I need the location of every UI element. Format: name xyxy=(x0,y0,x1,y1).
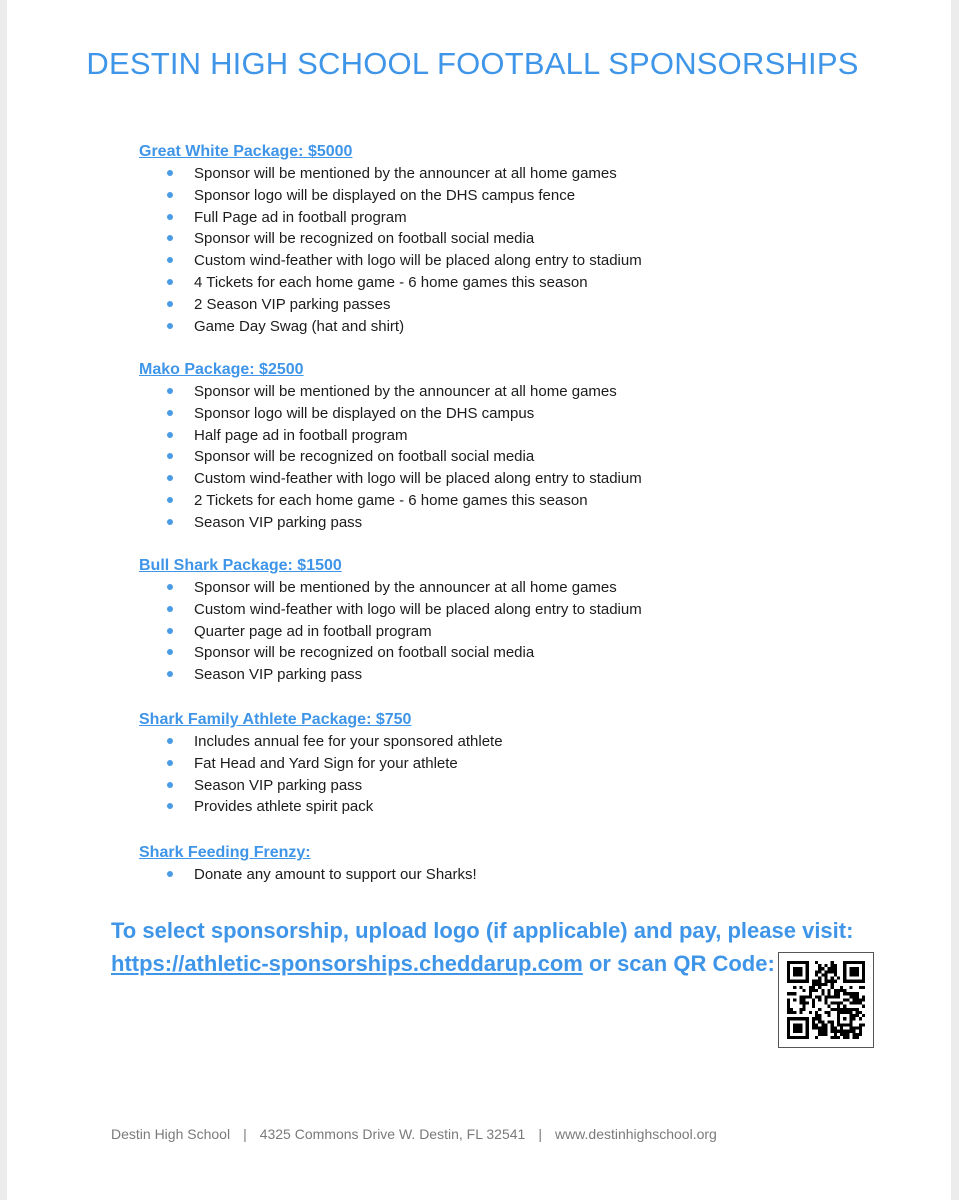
bullet-icon xyxy=(167,519,173,525)
package-shark-feeding-frenzy xyxy=(139,843,477,886)
bullet-icon xyxy=(167,584,173,590)
bullet-icon xyxy=(167,671,173,677)
package-heading: Mako Package: $2500 xyxy=(139,361,304,378)
list-item: Season VIP parking pass xyxy=(139,775,503,797)
list-item: Fat Head and Yard Sign for your athlete xyxy=(139,753,503,775)
package-item-list xyxy=(139,163,642,337)
bullet-icon xyxy=(167,192,173,198)
list-item: Sponsor will be mentioned by the announcer at all home games xyxy=(139,577,642,599)
bullet-icon xyxy=(167,760,173,766)
page-title: DESTIN HIGH SCHOOL FOOTBALL SPONSORSHIPS xyxy=(86,46,859,81)
list-item: Provides athlete spirit pack xyxy=(139,796,503,818)
package-bull-shark xyxy=(139,556,642,686)
footer-separator: | xyxy=(243,1126,247,1142)
package-heading: Great White Package: $5000 xyxy=(139,143,353,160)
bullet-icon xyxy=(167,279,173,285)
footer-address: 4325 Commons Drive W. Destin, FL 32541 xyxy=(259,1126,526,1142)
list-item: Sponsor logo will be displayed on the DHS campus fence xyxy=(139,185,642,207)
qr-code-frame xyxy=(778,952,874,1048)
list-item: Custom wind-feather with logo will be placed along entry to stadium xyxy=(139,468,642,490)
list-item: Game Day Swag (hat and shirt) xyxy=(139,316,642,338)
bullet-icon xyxy=(167,497,173,503)
package-item-list xyxy=(139,577,642,686)
bullet-icon xyxy=(167,738,173,744)
bullet-icon xyxy=(167,628,173,634)
list-item: Season VIP parking pass xyxy=(139,512,642,534)
package-heading: Shark Family Athlete Package: $750 xyxy=(139,711,412,728)
footer xyxy=(111,1126,717,1142)
cta-line-2 xyxy=(111,947,853,980)
bullet-icon xyxy=(167,606,173,612)
list-item: Half page ad in football program xyxy=(139,425,642,447)
list-item: Sponsor will be recognized on football social media xyxy=(139,228,642,250)
list-item: Season VIP parking pass xyxy=(139,664,642,686)
list-item: 2 Tickets for each home game - 6 home games this season xyxy=(139,490,642,512)
list-item: Sponsor will be mentioned by the announcer at all home games xyxy=(139,163,642,185)
package-mako xyxy=(139,360,642,534)
bullet-icon xyxy=(167,388,173,394)
package-heading: Bull Shark Package: $1500 xyxy=(139,557,342,574)
list-item: Quarter page ad in football program xyxy=(139,621,642,643)
package-item-list xyxy=(139,864,477,886)
package-heading: Shark Feeding Frenzy: xyxy=(139,844,311,861)
package-shark-family-athlete xyxy=(139,710,503,818)
list-item: Sponsor will be recognized on football social media xyxy=(139,446,642,468)
bullet-icon xyxy=(167,649,173,655)
bullet-icon xyxy=(167,257,173,263)
call-to-action xyxy=(111,914,853,980)
bullet-icon xyxy=(167,323,173,329)
cta-line-1: To select sponsorship, upload logo (if applicable) and pay, please visit: xyxy=(111,918,854,943)
cta-line-2-suffix: or scan QR Code: xyxy=(582,951,775,976)
bullet-icon xyxy=(167,432,173,438)
list-item: Sponsor will be mentioned by the announcer at all home games xyxy=(139,381,642,403)
bullet-icon xyxy=(167,214,173,220)
list-item: Sponsor will be recognized on football social media xyxy=(139,642,642,664)
list-item: Full Page ad in football program xyxy=(139,207,642,229)
list-item: Sponsor logo will be displayed on the DHS campus xyxy=(139,403,642,425)
bullet-icon xyxy=(167,235,173,241)
list-item: 4 Tickets for each home game - 6 home games this season xyxy=(139,272,642,294)
package-item-list xyxy=(139,731,503,818)
qr-code-icon xyxy=(787,961,865,1039)
footer-separator: | xyxy=(538,1126,542,1142)
bullet-icon xyxy=(167,782,173,788)
bullet-icon xyxy=(167,475,173,481)
footer-website[interactable]: www.destinhighschool.org xyxy=(554,1126,717,1142)
bullet-icon xyxy=(167,301,173,307)
footer-school-name: Destin High School xyxy=(111,1126,231,1142)
bullet-icon xyxy=(167,453,173,459)
bullet-icon xyxy=(167,871,173,877)
bullet-icon xyxy=(167,803,173,809)
list-item: 2 Season VIP parking passes xyxy=(139,294,642,316)
sponsorship-link[interactable]: https://athletic-sponsorships.cheddarup.com xyxy=(111,951,583,976)
bullet-icon xyxy=(167,410,173,416)
list-item: Includes annual fee for your sponsored athlete xyxy=(139,731,503,753)
list-item: Donate any amount to support our Sharks! xyxy=(139,864,477,886)
bullet-icon xyxy=(167,170,173,176)
package-great-white xyxy=(139,142,642,337)
list-item: Custom wind-feather with logo will be placed along entry to stadium xyxy=(139,250,642,272)
list-item: Custom wind-feather with logo will be placed along entry to stadium xyxy=(139,599,642,621)
package-item-list xyxy=(139,381,642,534)
